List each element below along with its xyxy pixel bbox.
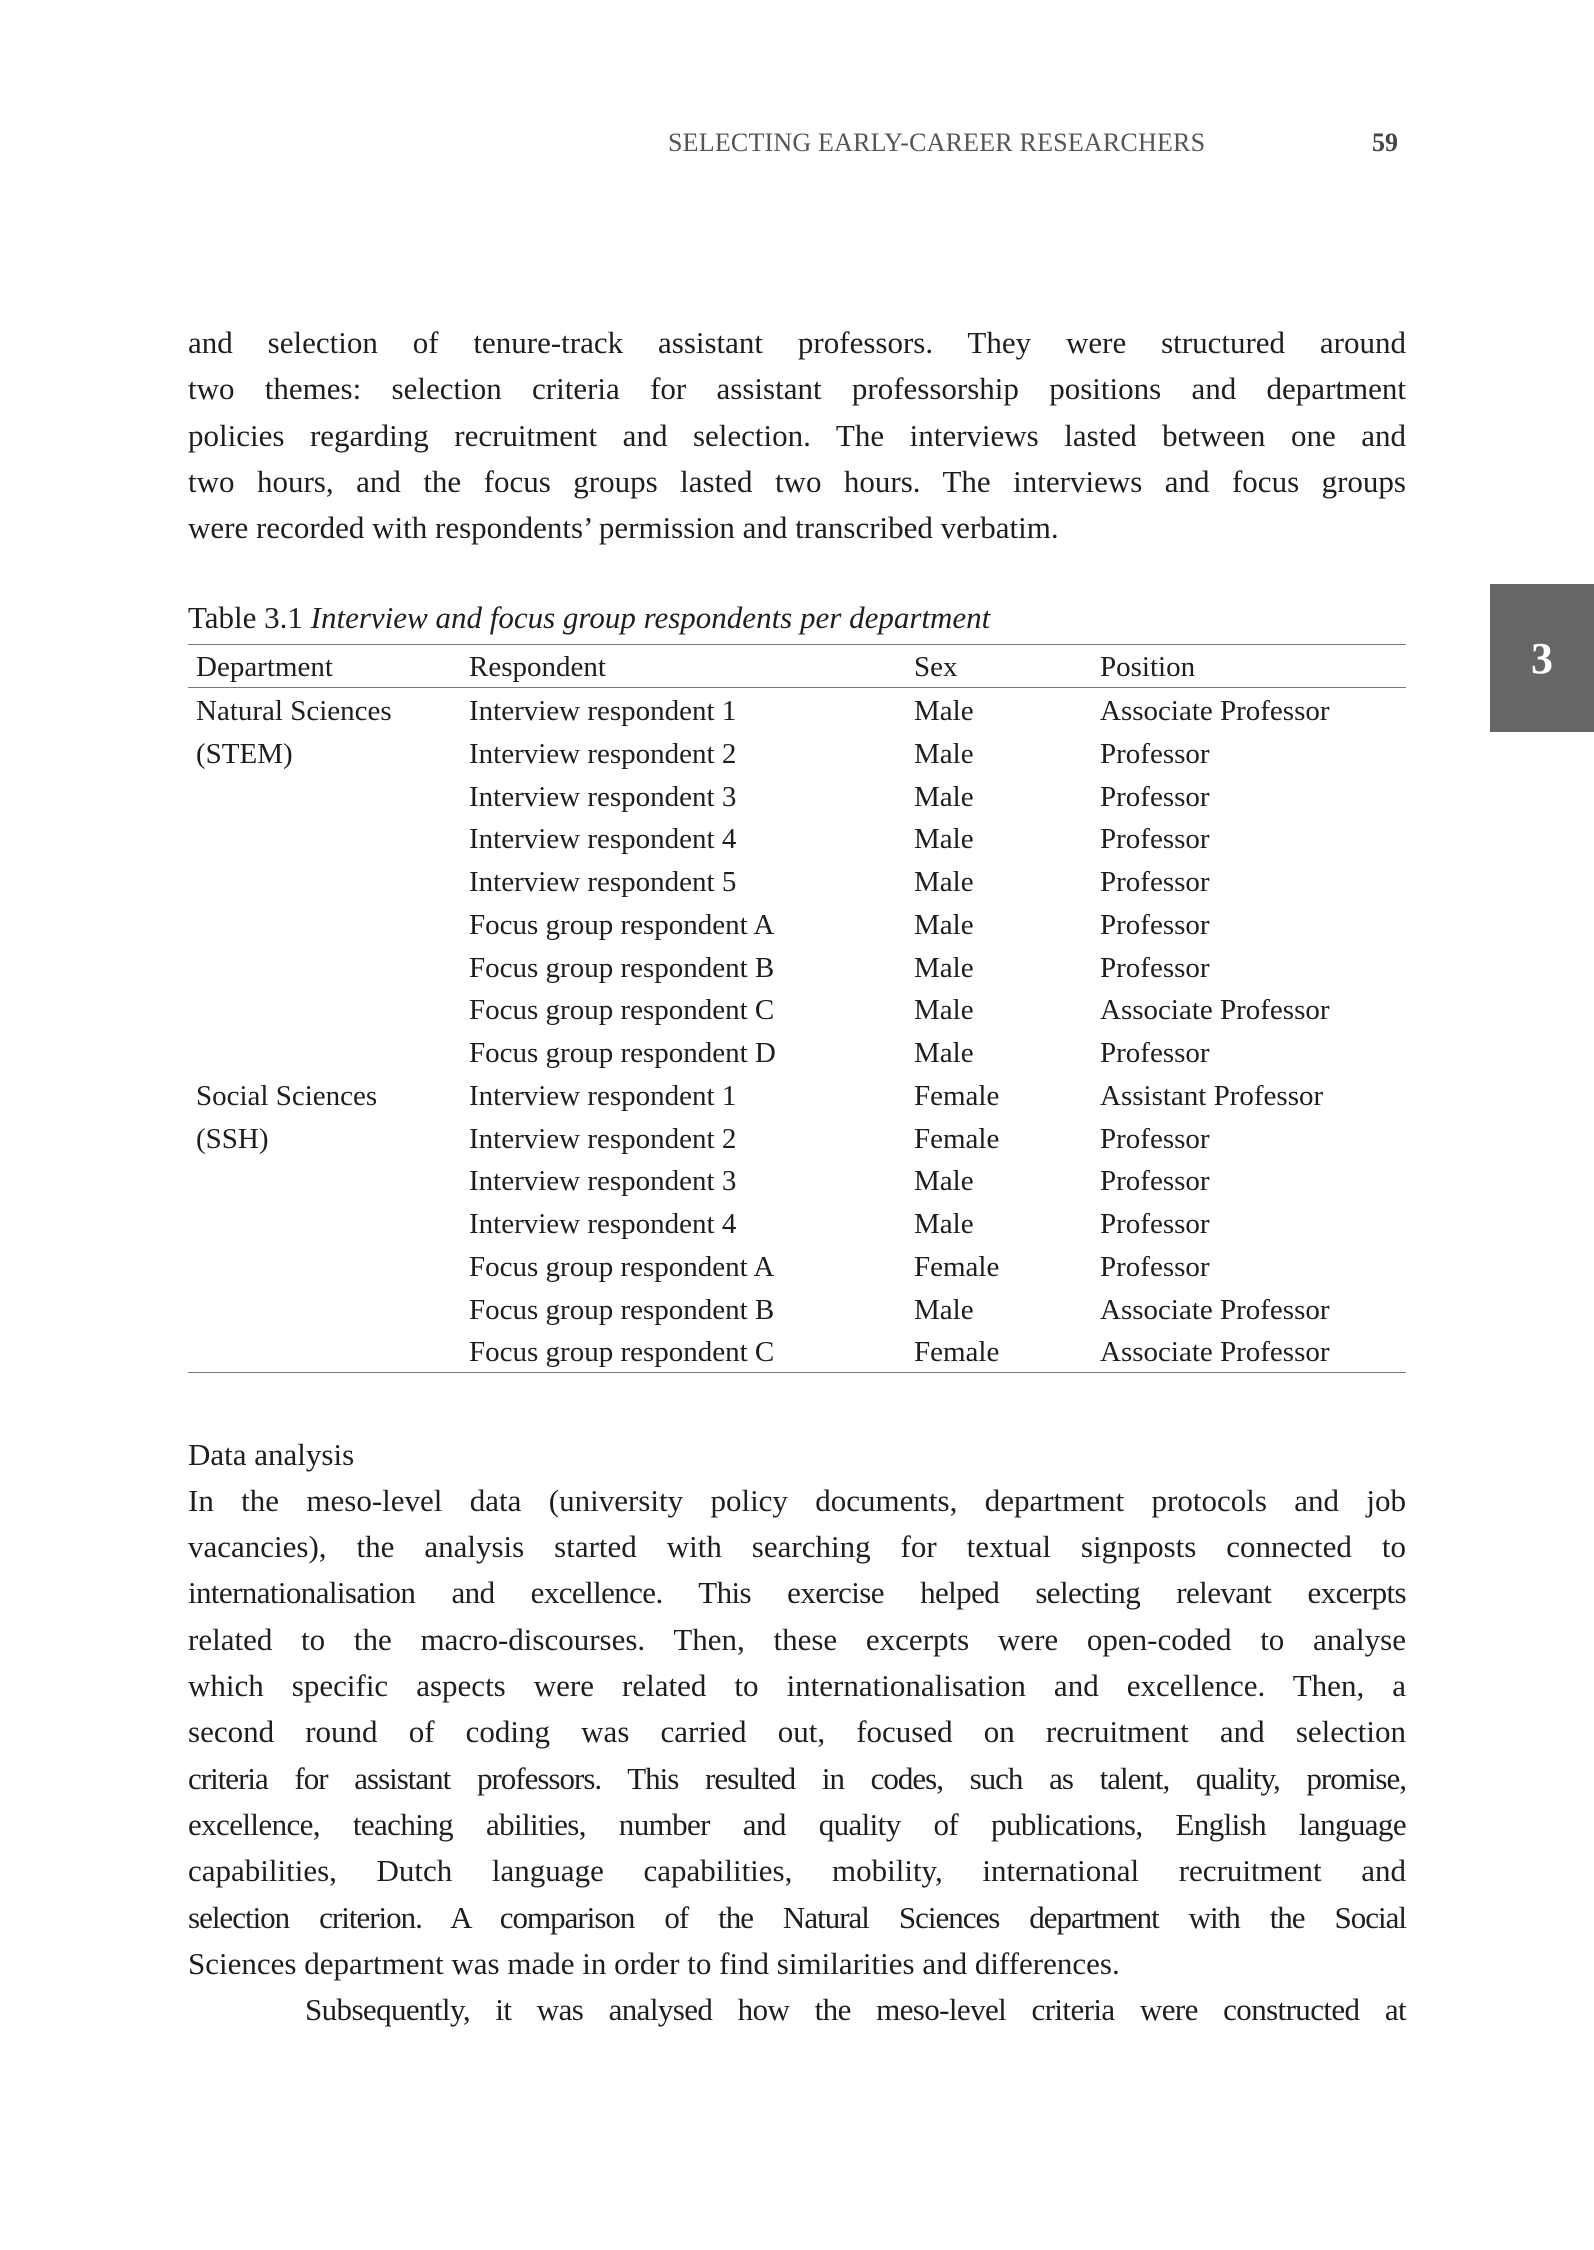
paragraph-line: excellence, teaching abilities, number and quality of publications, English language: [188, 1807, 1406, 1842]
section-heading: Data analysis: [188, 1437, 355, 1472]
paragraph-line: which specific aspects were related to internationalisation and excellence. Then, a: [188, 1668, 1406, 1703]
cell-position: Professor: [1100, 1208, 1210, 1240]
cell-sex: Male: [914, 994, 974, 1027]
cell-sex: Male: [914, 866, 974, 898]
paragraph-line: capabilities, Dutch language capabilities, mobility, international recruitment and: [188, 1853, 1406, 1888]
cell-sex: Female: [914, 1336, 1000, 1369]
cell-respondent: Interview respondent 1: [469, 695, 737, 727]
paragraph-line: related to the macro-discourses. Then, these excerpts were open-coded to analyse: [188, 1622, 1406, 1657]
cell-respondent: Interview respondent 3: [469, 780, 737, 813]
paragraph-line: second round of coding was carried out, focused on recruitment and selection: [188, 1714, 1406, 1749]
chapter-number: 3: [1531, 633, 1553, 683]
cell-position: Associate Professor: [1100, 695, 1330, 727]
table-header-rule: [188, 687, 1406, 688]
header-department: Department: [196, 651, 333, 683]
running-head-title: SELECTING EARLY-CAREER RESEARCHERS: [668, 128, 1206, 157]
cell-sex: Female: [914, 1250, 1000, 1283]
table-title: Interview and focus group respondents per department: [310, 600, 991, 635]
paragraph-line: criteria for assistant professors. This resulted in codes, such as talent, quality, promise,: [188, 1761, 1406, 1796]
cell-department: (SSH): [196, 1122, 269, 1155]
page-number: 59: [1372, 128, 1398, 157]
cell-respondent: Interview respondent 5: [469, 866, 737, 898]
cell-position: Professor: [1100, 1122, 1210, 1155]
cell-sex: Male: [914, 780, 974, 813]
paragraph-line: two hours, and the focus groups lasted two hours. The interviews and focus groups: [188, 464, 1406, 499]
cell-position: Professor: [1100, 908, 1210, 941]
cell-sex: Male: [914, 1208, 974, 1240]
cell-respondent: Focus group respondent C: [469, 994, 775, 1027]
paragraph-line: In the meso-level data (university policy documents, department protocols and job: [188, 1483, 1406, 1518]
cell-position: Professor: [1100, 866, 1210, 898]
cell-department: Social Sciences: [196, 1079, 378, 1112]
cell-sex: Male: [914, 1165, 974, 1198]
header-position: Position: [1100, 651, 1196, 683]
header-sex: Sex: [914, 651, 958, 683]
cell-position: Assistant Professor: [1100, 1079, 1324, 1112]
cell-sex: Male: [914, 951, 974, 984]
chapter-thumb-tab: [1490, 584, 1594, 732]
cell-respondent: Interview respondent 4: [469, 1208, 737, 1240]
cell-position: Associate Professor: [1100, 994, 1330, 1027]
cell-position: Associate Professor: [1100, 1336, 1330, 1369]
cell-position: Professor: [1100, 737, 1210, 770]
header-respondent: Respondent: [469, 651, 606, 683]
paragraph-line: selection criterion. A comparison of the Natural Sciences department with the Social: [188, 1900, 1406, 1935]
table-label: Table 3.1: [188, 600, 303, 635]
paragraph-line: Subsequently, it was analysed how the meso-level criteria were constructed at: [305, 1992, 1406, 2027]
cell-respondent: Focus group respondent B: [469, 951, 775, 984]
cell-respondent: Focus group respondent A: [469, 1250, 775, 1283]
table-caption: [188, 600, 990, 636]
cell-respondent: Interview respondent 2: [469, 737, 737, 770]
cell-respondent: Focus group respondent B: [469, 1293, 775, 1326]
cell-position: Associate Professor: [1100, 1293, 1330, 1326]
cell-sex: Male: [914, 737, 974, 770]
cell-sex: Female: [914, 1122, 1000, 1155]
cell-respondent: Focus group respondent A: [469, 908, 775, 941]
cell-position: Professor: [1100, 1250, 1210, 1283]
cell-position: Professor: [1100, 1037, 1210, 1069]
cell-position: Professor: [1100, 1165, 1210, 1198]
cell-position: Professor: [1100, 823, 1210, 856]
cell-respondent: Focus group respondent C: [469, 1336, 775, 1369]
paragraph-line: two themes: selection criteria for assistant professorship positions and department: [188, 371, 1406, 406]
paragraph-line: and selection of tenure-track assistant professors. They were structured around: [188, 325, 1406, 360]
cell-position: Professor: [1100, 951, 1210, 984]
cell-sex: Female: [914, 1079, 1000, 1112]
table-top-rule: [188, 644, 1406, 645]
cell-department: (STEM): [196, 737, 293, 770]
paragraph-line: internationalisation and excellence. This exercise helped selecting relevant excerpts: [188, 1575, 1406, 1610]
cell-sex: Male: [914, 1293, 974, 1326]
cell-respondent: Focus group respondent D: [469, 1037, 776, 1069]
paragraph-line: vacancies), the analysis started with searching for textual signposts connected to: [188, 1529, 1406, 1564]
paragraph-line: policies regarding recruitment and selection. The interviews lasted between one and: [188, 418, 1406, 453]
paragraph-line: Sciences department was made in order to find similarities and differences.: [188, 1946, 1120, 1981]
paragraph-line: were recorded with respondents’ permission and transcribed verbatim.: [188, 510, 1059, 545]
cell-department: Natural Sciences: [196, 695, 392, 727]
cell-respondent: Interview respondent 1: [469, 1079, 737, 1112]
cell-sex: Male: [914, 908, 974, 941]
cell-respondent: Interview respondent 2: [469, 1122, 737, 1155]
cell-respondent: Interview respondent 4: [469, 823, 737, 856]
cell-sex: Male: [914, 1037, 974, 1069]
cell-sex: Male: [914, 695, 974, 727]
cell-sex: Male: [914, 823, 974, 856]
cell-respondent: Interview respondent 3: [469, 1165, 737, 1198]
cell-position: Professor: [1100, 780, 1210, 813]
